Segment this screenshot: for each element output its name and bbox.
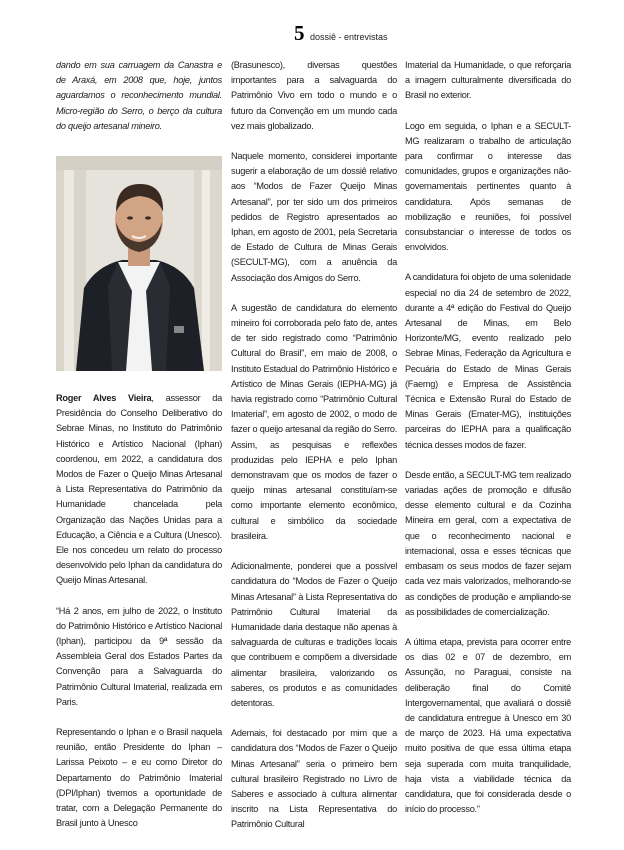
- caption-text: , assessor da Presidência do Conselho Deliberativo do Sebrae Minas, no Instituto do Patrimônio Histórico e Artístico Nacional (Iphan) coordenou, em 2022, a candidatura dos Modos de Fazer o Queijo Minas Artesanal à Lista Representativa do Patrimônio da Humanidade chancelada pela Organização das Nações Unidas para a Educação, a Ciência e a Cultura (Unesco). Ele nos concedeu um relato do processo desenvolvido pelo Iphan da candidatura do Queijo Minas Artesanal.: [56, 393, 223, 586]
- page-number: 5: [294, 21, 305, 45]
- caption-name: Roger Alves Vieira: [56, 393, 152, 404]
- paragraph: Representando o Iphan e o Brasil naquela reunião, então Presidente do Iphan – Larissa Peixoto – e eu como Diretor do Departamento do Patrimônio Imaterial (DPI/Iphan) tivemos a oportunidade de tratar, com a Delegação Permanente do Brasil junto à Unesco: [56, 727, 222, 829]
- paragraph: Naquele momento, considerei importante sugerir a elaboração de um dossiê relativo aos “Modos de Fazer Queijo Minas Artesanal”, por ter sido um dos primeiros pedidos de Registro apresentados ao Iphan, em agosto de 2001, pela Secretaria de Estado de Cultura de Minas Gerais (SECULT-MG), com a anuência da Associação dos Amigos do Serro.: [231, 151, 397, 283]
- paragraph: A última etapa, prevista para ocorrer entre os dias 02 e 07 de dezembro, em Assunção, no Paraguai, consiste na deliberação final do Comitê Intergovernamental, que avaliará o dossiê de candidatura entregue à Unesco em 30 de março de 2023. Há uma expectativa muito positiva de que essa última etapa seja superada com muita tranquilidade, haja vista a viabilidade técnica da candidatura, que foi considerada desde o início do processo.”: [405, 636, 571, 815]
- paragraph: (Brasunesco), diversas questões importantes para a salvaguarda do Patrimônio Vivo em todo o mundo e o futuro da Convenção em um mundo cada vez mais globalizado.: [231, 60, 397, 131]
- page-header: [0, 0, 624, 45]
- section-label: dossiê - entrevistas: [310, 32, 388, 42]
- paragraph: Ademais, foi destacado por mim que a candidatura dos “Modos de Fazer o Queijo Minas Artesanal” seria o primeiro bem cultural brasileiro Registrado no Livro de Saberes e associado à cultura alimentar inscrito na Lista Representativa do Patrimônio Cultural: [231, 728, 397, 830]
- intro-paragraph: dando em sua carruagem da Canastra e de Araxá, em 2008 que, hoje, juntos aguardamos o reconhecimento mundial. Micro-região do Serro, o berço da cultura do queijo artesanal mineiro.: [56, 60, 222, 131]
- paragraph: Imaterial da Humanidade, o que reforçaria a imagem culturalmente diversificada do Brasil no exterior.: [405, 60, 571, 101]
- paragraph: A sugestão de candidatura do elemento mineiro foi corroborada pelo fato de, antes de ter sido registrado como “Patrimônio Cultural do Brasil”, em maio de 2008, o Instituto Estadual do Patrimônio Histórico e Artístico de Minas Gerais (IEPHA-MG) já havia registrado como “Patrimônio Cultural Imaterial”, em agosto de 2002, o modo de fazer o queijo artesanal da região do Serro. Assim, as pesquisas e reflexões produzidas pelo IEPHA e pelo Iphan demonstravam que os modos de fazer o queijo minas artesanal constituíam-se como importante elemento econômico, cultural e simbólico da sociedade brasileira.: [231, 302, 397, 541]
- column-1: [56, 58, 222, 847]
- paragraph: Adicionalmente, ponderei que a possível candidatura do “Modos de Fazer o Queijo Minas Artesanal” à Lista Representativa do Patrimônio Cultural Imaterial da Humanidade daria destaque não apenas à salvaguarda de culturas e tradições locais que contribuem e compõem a diversidade alimentar brasileira, valorizando os saberes, os produtos e as comunidades detentoras.: [231, 561, 397, 708]
- paragraph: A candidatura foi objeto de uma solenidade especial no dia 24 de setembro de 2022, durante a 4ª edição do Festival do Queijo Artesanal de Minas, em Belo Horizonte/MG, evento realizado pelo Sebrae Minas, Federação da Agricultura e Pecuária do Estado de Minas Gerais (Faemg) e Empresa de Assistência Técnica e Extensão Rural do Estado de Minas Gerais (Emater-MG), instituições parceiras do IEPHA para a qualificação técnica desses modos de fazer.: [405, 272, 571, 450]
- paragraph: “Há 2 anos, em julho de 2022, o Instituto do Patrimônio Histórico e Artístico Nacional (Iphan), participou da 9ª sessão da Assembleia Geral dos Estados Partes da Convenção para a Salvaguarda do Patrimônio Cultural Imaterial, realizada em Paris.: [56, 605, 222, 707]
- portrait-photo: [56, 156, 222, 371]
- paragraph: Logo em seguida, o Iphan e a SECULT-MG realizaram o trabalho de articulação para confirmar o interesse das comunidades, grupos e organizações não-governamentais pertinentes quanto à candidatura. Após semanas de mobilização e reuniões, foi possível consubstanciar o interesse de todos os envolvidos.: [405, 120, 571, 253]
- photo-caption: [56, 391, 222, 589]
- column-3: [405, 58, 571, 832]
- paragraph: Desde então, a SECULT-MG tem realizado variadas ações de promoção e difusão desse elemento cultural e da Cozinha Mineira em geral, com a expectativa de que o reconhecimento nacional e internacional, ossa e esses técnicas que embasam os seus modos de fazer sejam cada vez mais valorizados, melhorando-se as condições de produção e ampliando-se as possibilidades de comercialização.: [405, 469, 571, 617]
- column-2: [231, 58, 397, 848]
